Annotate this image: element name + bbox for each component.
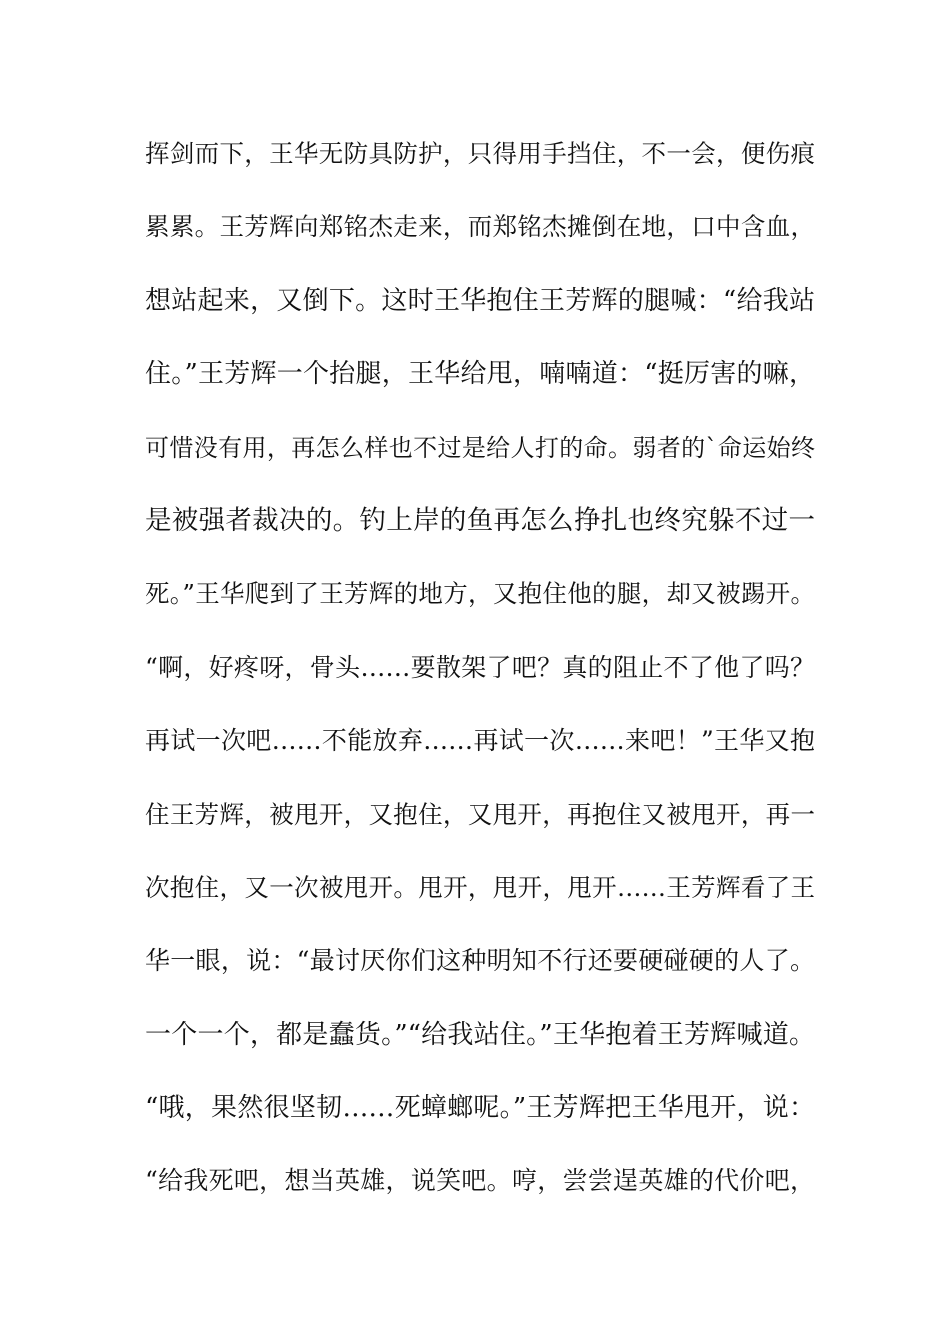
text-line: 再试一次吧……不能放弃……再试一次……来吧！”王华又抱 — [145, 726, 815, 756]
text-line: “给我死吧，想当英雄，说笑吧。哼，尝尝逞英雄的代价吧， — [145, 1166, 815, 1196]
text-line: “啊，好疼呀，骨头……要散架了吧？真的阻止不了他了吗？ — [145, 652, 815, 682]
text-line: 挥剑而下，王华无防具防护，只得用手挡住，不一会，便伤痕 — [145, 139, 815, 168]
text-line: 是被强者裁决的。钓上岸的鱼再怎么挣扎也终究躲不过一 — [145, 504, 815, 536]
text-line: 华一眼，说：“最讨厌你们这种明知不行还要硬碰硬的人了。 — [145, 946, 815, 976]
text-line: “哦，果然很坚韧……死蟑螂呢。”王芳辉把王华甩开，说： — [145, 1093, 815, 1124]
text-line: 一个一个，都是蠢货。”“给我站住。”王华抱着王芳辉喊道。 — [145, 1019, 815, 1050]
text-line: 死。”王华爬到了王芳辉的地方，又抱住他的腿，却又被踢开。 — [145, 579, 815, 609]
text-line: 可惜没有用，再怎么样也不过是给人打的命。弱者的`命运始终 — [145, 433, 815, 462]
text-line: 住。”王芳辉一个抬腿，王华给甩，喃喃道：“挺厉害的嘛， — [145, 359, 815, 390]
text-line: 想站起来，又倒下。这时王华抱住王芳辉的腿喊：“给我站 — [145, 285, 815, 316]
text-line: 住王芳辉，被甩开，又抱住，又甩开，再抱住又被甩开，再一 — [145, 799, 815, 829]
text-line: 累累。王芳辉向郑铭杰走来，而郑铭杰摊倒在地，口中含血， — [145, 212, 815, 242]
body-text — [145, 128, 815, 1229]
text-line: 次抱住，又一次被甩开。甩开，甩开，甩开……王芳辉看了王 — [145, 872, 815, 902]
